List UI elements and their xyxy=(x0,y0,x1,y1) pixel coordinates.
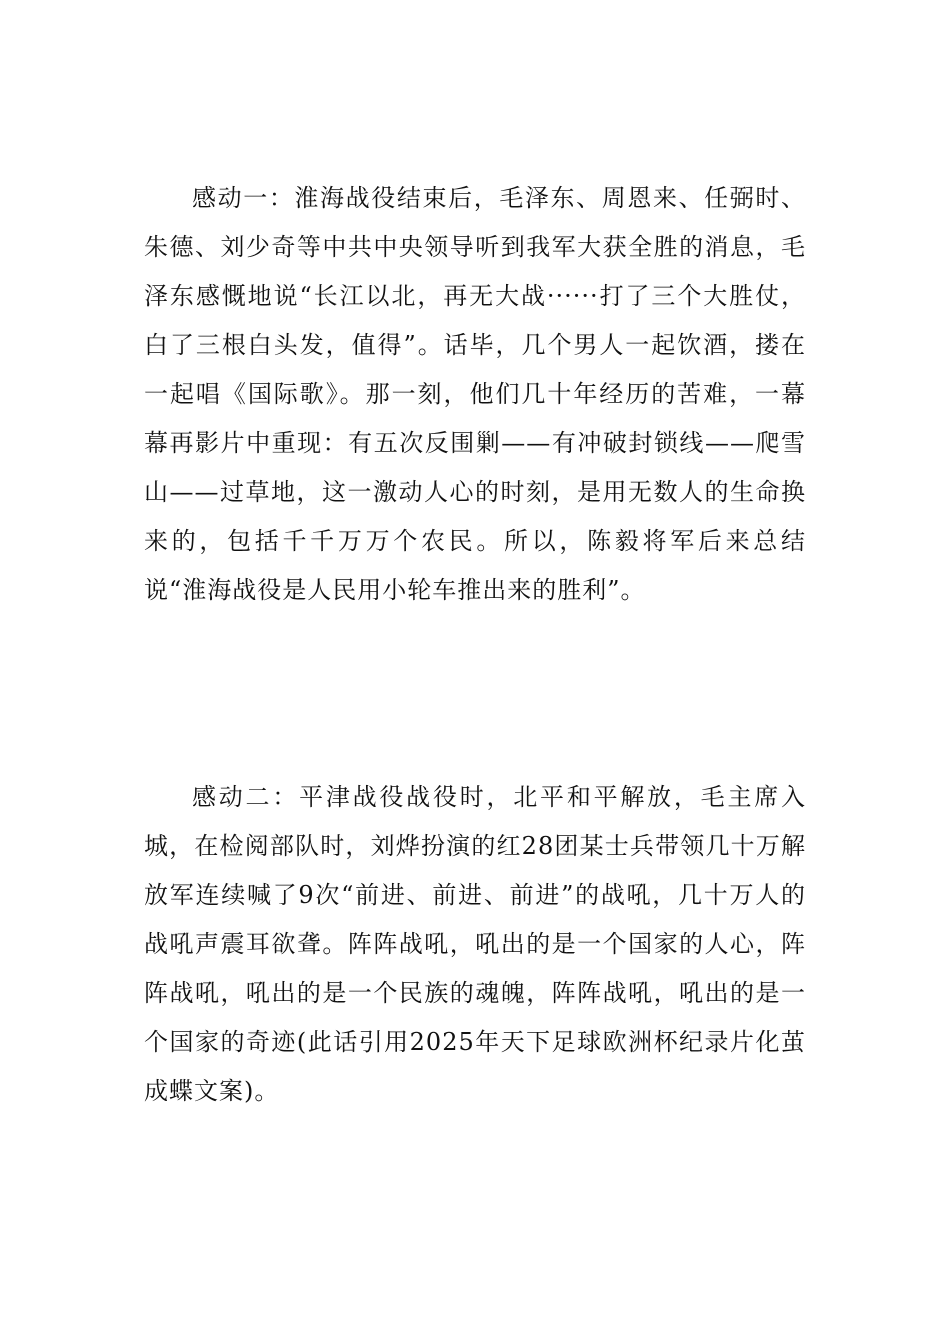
paragraph-moving-moment-one: 感动一：淮海战役结束后，毛泽东、周恩来、任弼时、朱德、刘少奇等中共中央领导听到我军大获全胜的消息，毛泽东感慨地说“长江以北，再无大战······打了三个大胜仗，白了三根白头发，值得”。话毕，几个男人一起饮酒，搂在一起唱《国际歌》。那一刻，他们几十年经历的苦难，一幕幕再影片中重现：有五次反围剿——有冲破封锁线——爬雪山——过草地，这一激动人心的时刻，是用无数人的生命换来的，包括千千万万个农民。所以，陈毅将军后来总结说“淮海战役是人民用小轮车推出来的胜利”。 xyxy=(144,184,806,604)
paragraph-moving-moment-two: 感动二：平津战役战役时，北平和平解放，毛主席入城，在检阅部队时，刘烨扮演的红28团某士兵带领几十万解放军连续喊了9次“前进、前进、前进”的战吼，几十万人的战吼声震耳欲聋。阵阵战吼，吼出的是一个国家的人心，阵阵战吼，吼出的是一个民族的魂魄，阵阵战吼，吼出的是一个国家的奇迹(此话引用2025年天下足球欧洲杯纪录片化茧成蝶文案)。 xyxy=(144,783,806,1105)
